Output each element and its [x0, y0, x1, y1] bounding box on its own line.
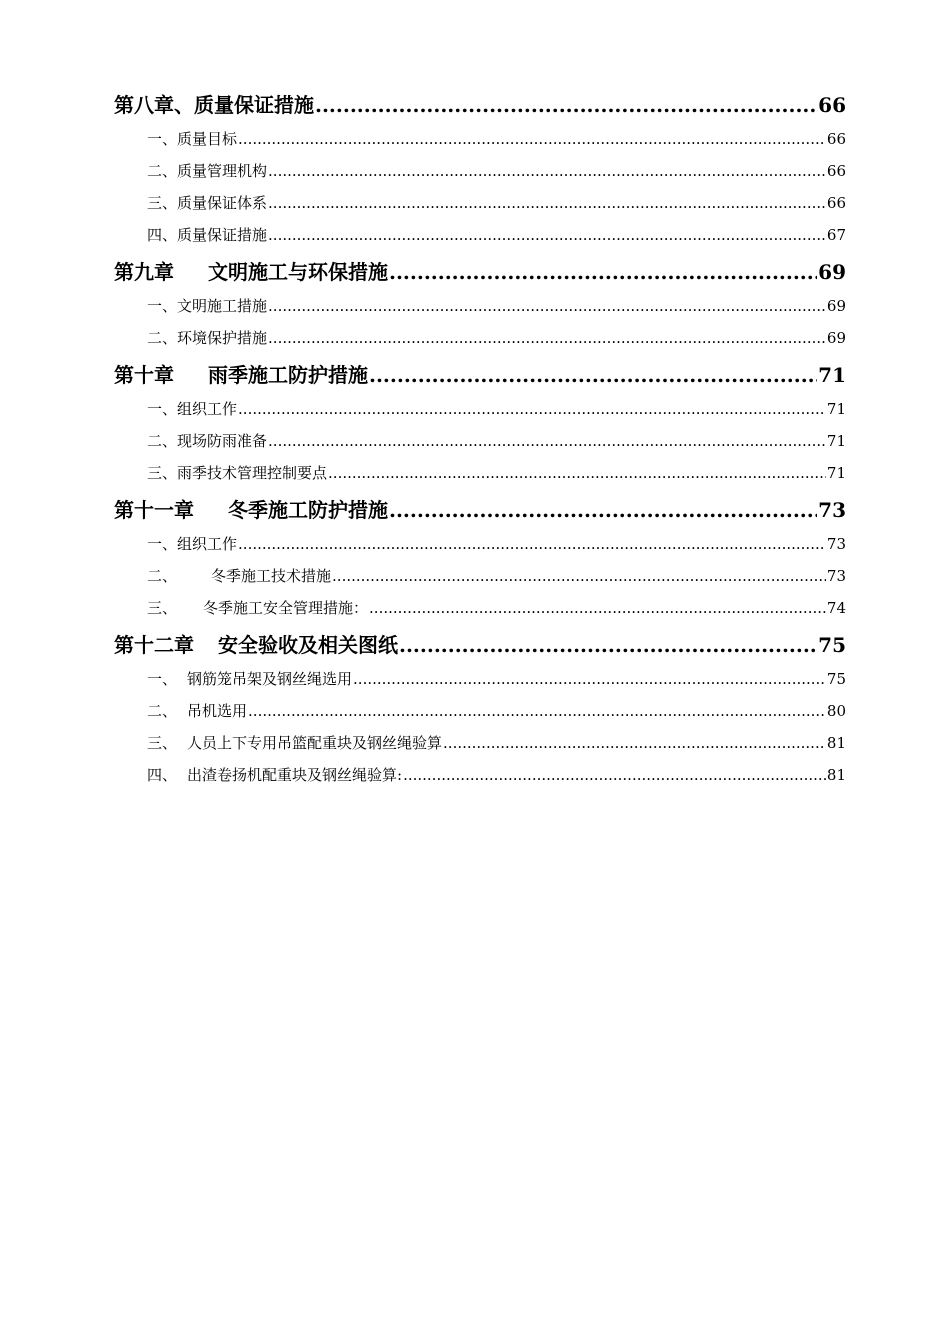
- toc-dot-leader: [369, 354, 817, 396]
- toc-dot-leader: [268, 187, 826, 219]
- toc-chapter-row[interactable]: [114, 354, 846, 396]
- toc-entry-label: [147, 592, 368, 624]
- toc-page-number: 67: [826, 226, 846, 244]
- toc-page-number: 81: [826, 766, 846, 784]
- toc-entry-label: [147, 187, 267, 219]
- toc-page-number: 66: [818, 93, 846, 117]
- toc-section-row[interactable]: [114, 592, 846, 624]
- toc-entry-label: [114, 489, 388, 531]
- toc-entry-number: 一、: [147, 535, 178, 553]
- toc-entry-title: 组织工作: [177, 535, 238, 553]
- toc-dot-leader: [268, 219, 826, 251]
- toc-section-row[interactable]: [114, 393, 846, 425]
- toc-page-number: 71: [818, 363, 846, 387]
- toc-entry-label: [147, 290, 267, 322]
- toc-section-row[interactable]: [114, 695, 846, 727]
- toc-entry-title: 质量保证措施: [194, 93, 314, 117]
- toc-entry-label: [114, 84, 314, 126]
- toc-entry-label: [147, 457, 327, 489]
- toc-dot-leader: [268, 290, 826, 322]
- toc-entry-title: 冬季施工技术措施: [211, 567, 332, 585]
- toc-entry-number: 三、: [147, 464, 178, 482]
- toc-entry-number: 第十一章: [114, 498, 194, 522]
- toc-section-row[interactable]: [114, 425, 846, 457]
- toc-entry-number: 二、: [147, 329, 178, 347]
- toc-entry-number: 一、: [147, 670, 178, 688]
- toc-entry-label: [147, 727, 442, 759]
- toc-dot-leader: [403, 759, 826, 791]
- toc-entry-number: 第九章: [114, 260, 174, 284]
- toc-page-number: 80: [826, 702, 846, 720]
- toc-entry-number: 三、: [147, 194, 178, 212]
- toc-dot-leader: [443, 727, 826, 759]
- toc-entry-title: 质量保证体系: [177, 194, 268, 212]
- toc-section-row[interactable]: [114, 528, 846, 560]
- toc-entry-title: 冬季施工安全管理措施：: [203, 599, 369, 617]
- toc-entry-number: 四、: [147, 766, 178, 784]
- toc-dot-leader: [248, 695, 826, 727]
- toc-page-number: 66: [826, 130, 846, 148]
- toc-entry-label: [114, 624, 398, 666]
- toc-dot-leader: [268, 425, 826, 457]
- toc-entry-title: 文明施工与环保措施: [208, 260, 388, 284]
- toc-page-number: 73: [826, 535, 846, 553]
- toc-dot-leader: [389, 489, 817, 531]
- toc-section-row[interactable]: [114, 155, 846, 187]
- toc-section-row[interactable]: [114, 457, 846, 489]
- toc-entry-number: 三、: [147, 734, 178, 752]
- toc-page-number: 74: [826, 599, 846, 617]
- toc-entry-number: 第十章: [114, 363, 174, 387]
- toc-entry-label: [147, 759, 402, 791]
- toc-entry-label: [147, 393, 237, 425]
- toc-dot-leader: [268, 155, 826, 187]
- toc-entry-number: 第八章、: [114, 93, 194, 117]
- toc-section-row[interactable]: [114, 759, 846, 791]
- toc-entry-number: 一、: [147, 130, 178, 148]
- toc-page-number: 69: [826, 297, 846, 315]
- toc-page-number: 71: [826, 400, 846, 418]
- toc-entry-title: 质量目标: [177, 130, 238, 148]
- toc-dot-leader: [353, 663, 826, 695]
- toc-dot-leader: [268, 322, 826, 354]
- toc-dot-leader: [315, 84, 817, 126]
- toc-page-number: 66: [826, 194, 846, 212]
- toc-page-number: 81: [826, 734, 846, 752]
- toc-entry-number: 二、: [147, 162, 178, 180]
- toc-chapter-row[interactable]: [114, 489, 846, 531]
- toc-entry-label: [147, 528, 237, 560]
- toc-section-row[interactable]: [114, 219, 846, 251]
- toc-entry-title: 质量保证措施: [177, 226, 268, 244]
- toc-entry-title: 出渣卷扬机配重块及钢丝绳验算:: [187, 766, 403, 784]
- toc-entry-title: 雨季施工防护措施: [208, 363, 368, 387]
- toc-entry-number: 二、: [147, 702, 178, 720]
- toc-page-number: 71: [826, 464, 846, 482]
- toc-dot-leader: [399, 624, 817, 666]
- toc-entry-number: 二、: [147, 432, 178, 450]
- toc-entry-title: 文明施工措施: [177, 297, 268, 315]
- toc-entry-title: 人员上下专用吊篮配重块及钢丝绳验算: [187, 734, 443, 752]
- toc-dot-leader: [369, 592, 826, 624]
- toc-page-number: 75: [818, 633, 846, 657]
- toc-entry-label: [147, 123, 237, 155]
- toc-entry-label: [147, 425, 267, 457]
- toc-dot-leader: [238, 123, 826, 155]
- toc-entry-label: [147, 322, 267, 354]
- toc-entry-title: 钢筋笼吊架及钢丝绳选用: [187, 670, 353, 688]
- toc-entry-title: 组织工作: [177, 400, 238, 418]
- toc-entry-title: 冬季施工防护措施: [228, 498, 388, 522]
- toc-section-row[interactable]: [114, 663, 846, 695]
- toc-entry-label: [147, 663, 352, 695]
- toc-dot-leader: [238, 393, 826, 425]
- toc-dot-leader: [238, 528, 826, 560]
- toc-section-row[interactable]: [114, 290, 846, 322]
- toc-entry-title: 环境保护措施: [177, 329, 268, 347]
- toc-entry-number: 一、: [147, 400, 178, 418]
- toc-entry-title: 安全验收及相关图纸: [218, 633, 398, 657]
- toc-page-number: 71: [826, 432, 846, 450]
- toc-dot-leader: [328, 457, 826, 489]
- toc-entry-title: 吊机选用: [187, 702, 248, 720]
- toc-page-number: 66: [826, 162, 846, 180]
- toc-chapter-row[interactable]: [114, 84, 846, 126]
- toc-section-row[interactable]: [114, 322, 846, 354]
- toc-dot-leader: [389, 251, 817, 293]
- toc-dot-leader: [332, 560, 826, 592]
- toc-entry-title: 质量管理机构: [177, 162, 268, 180]
- toc-entry-number: 三、: [147, 599, 178, 617]
- toc-entry-title: 雨季技术管理控制要点: [177, 464, 328, 482]
- toc-entry-label: [114, 354, 368, 396]
- toc-entry-number: 一、: [147, 297, 178, 315]
- toc-page-number: 69: [818, 260, 846, 284]
- toc-entry-label: [147, 219, 267, 251]
- toc-page-number: 73: [826, 567, 846, 585]
- toc-entry-number: 二、: [147, 567, 178, 585]
- toc-page-number: 75: [826, 670, 846, 688]
- toc-page-number: 69: [826, 329, 846, 347]
- toc-section-row[interactable]: [114, 123, 846, 155]
- toc-section-row[interactable]: [114, 187, 846, 219]
- toc-entry-label: [147, 155, 267, 187]
- toc-entry-label: [147, 695, 247, 727]
- toc-entry-label: [114, 251, 388, 293]
- toc-entry-title: 现场防雨准备: [177, 432, 268, 450]
- toc-entry-number: 四、: [147, 226, 178, 244]
- toc-section-row[interactable]: [114, 560, 846, 592]
- toc-section-row[interactable]: [114, 727, 846, 759]
- table-of-contents: [114, 84, 846, 791]
- toc-entry-label: [147, 560, 331, 592]
- toc-chapter-row[interactable]: [114, 251, 846, 293]
- toc-page-number: 73: [818, 498, 846, 522]
- toc-entry-number: 第十二章: [114, 633, 194, 657]
- toc-chapter-row[interactable]: [114, 624, 846, 666]
